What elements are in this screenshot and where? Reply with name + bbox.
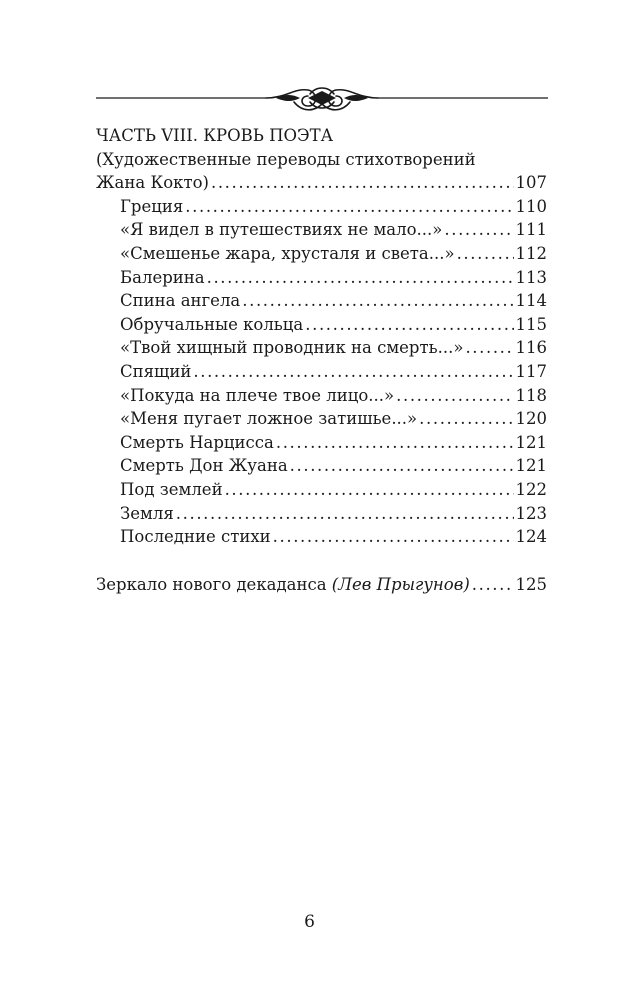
part-subtitle: (Художественные переводы стихотворений [96, 149, 476, 169]
dot-leader [207, 266, 514, 290]
toc-entry[interactable] [96, 289, 547, 313]
afterword-title: Зеркало нового декаданса [96, 574, 327, 594]
dot-leader [457, 242, 514, 266]
dot-leader [465, 336, 513, 360]
dot-leader [396, 384, 513, 408]
toc-entry-page: 110 [515, 196, 547, 216]
dot-leader [185, 195, 513, 219]
toc-entry-title: Балерина [120, 267, 205, 287]
toc-entry-title: «Твой хищный проводник на смерть...» [120, 338, 464, 358]
dot-leader [211, 171, 514, 195]
toc-entry-page: 124 [515, 527, 547, 547]
dot-leader [193, 360, 513, 384]
toc-entry-page: 111 [515, 220, 547, 240]
toc-entry[interactable] [96, 407, 547, 431]
toc-entry[interactable] [96, 360, 547, 384]
part-heading: ЧАСТЬ VIII. КРОВЬ ПОЭТА [96, 126, 334, 145]
toc-entry-page: 122 [515, 479, 547, 499]
toc-entry-page: 121 [515, 456, 547, 476]
toc-entry-page: 107 [515, 173, 547, 193]
dot-leader [305, 313, 513, 337]
dot-leader [472, 573, 514, 597]
toc-entry-title [96, 573, 470, 597]
page-number: 6 [304, 912, 315, 932]
toc-entry[interactable] [96, 384, 547, 408]
dot-leader [273, 525, 514, 549]
toc-entry-title: Земля [120, 503, 174, 523]
toc-entry-page: 121 [515, 432, 547, 452]
toc-entry-title: Жана Кокто) [96, 173, 209, 193]
toc-entry-title: «Покуда на плече твое лицо...» [120, 385, 395, 405]
dot-leader [444, 218, 513, 242]
toc-entry-title: Под землей [120, 479, 223, 499]
toc-entry-title: Последние стихи [120, 527, 271, 547]
toc-entry-title: «Меня пугает ложное затишье...» [120, 409, 418, 429]
toc-entry[interactable] [96, 454, 547, 478]
toc-entry[interactable] [96, 502, 547, 526]
dot-leader [176, 502, 514, 526]
dot-leader [242, 289, 513, 313]
toc-entry-page: 120 [515, 409, 547, 429]
toc-entry-title: Обручальные кольца [120, 314, 304, 334]
header-ornament [96, 84, 548, 118]
dot-leader [419, 407, 513, 431]
toc-entry[interactable] [96, 266, 547, 290]
toc-entry-page: 114 [515, 291, 547, 311]
toc-entry[interactable] [96, 195, 547, 219]
toc-entry-afterword[interactable] [96, 573, 547, 597]
toc-entry-page: 113 [515, 267, 547, 287]
toc-entry-page: 115 [515, 314, 547, 334]
toc-entry-title: «Я видел в путешествиях не мало...» [120, 220, 443, 240]
dot-leader [276, 431, 514, 455]
section-spacer [96, 549, 547, 573]
toc-entry-title: Спящий [120, 361, 192, 381]
toc-entry-page: 123 [515, 503, 547, 523]
toc-entry-page: 118 [515, 385, 547, 405]
toc-entry[interactable] [96, 336, 547, 360]
toc-entry-title: «Смешенье жара, хрусталя и света...» [120, 243, 455, 263]
table-of-contents [96, 124, 547, 596]
toc-entry-title: Греция [120, 196, 184, 216]
toc-entry-page: 117 [515, 361, 547, 381]
afterword-author: (Лев Прыгунов) [331, 574, 470, 594]
toc-entry-page: 112 [515, 243, 547, 263]
toc-entry-title: Смерть Нарцисса [120, 432, 274, 452]
toc-entry[interactable] [96, 313, 547, 337]
toc-entry[interactable] [96, 431, 547, 455]
toc-entry[interactable] [96, 242, 547, 266]
toc-entry[interactable] [96, 171, 547, 195]
toc-entry[interactable] [96, 525, 547, 549]
dot-leader [290, 454, 514, 478]
toc-entry[interactable] [96, 478, 547, 502]
dot-leader [225, 478, 514, 502]
toc-entry-title: Спина ангела [120, 291, 241, 311]
toc-entry[interactable] [96, 218, 547, 242]
toc-entry-page: 116 [515, 338, 547, 358]
toc-entry-title: Смерть Дон Жуана [120, 456, 288, 476]
toc-entry-page: 125 [515, 574, 547, 594]
